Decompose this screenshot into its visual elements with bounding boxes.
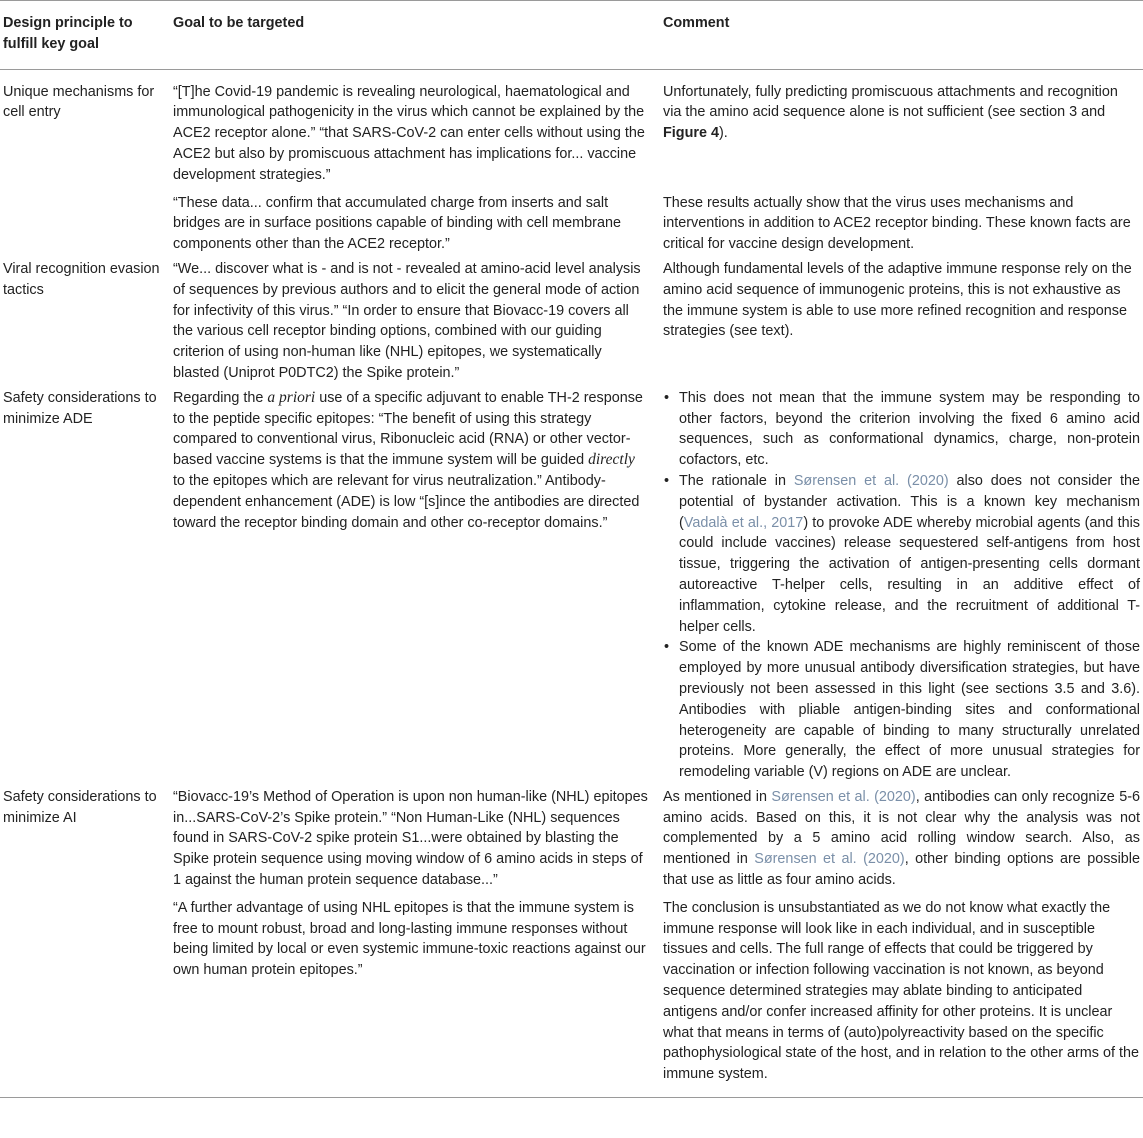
table-row (0, 69, 1143, 185)
comment-cell (660, 69, 1143, 185)
goal-text: to the epitopes which are relevant for virus neutralization.” Antibody-dependent enhancement (ADE) is low “[s]ince the antibodies are directed toward the receptor binding domain and other co-receptor domains.” (173, 472, 640, 531)
table-header (0, 1, 1143, 70)
figure-reference: Figure 4 (663, 125, 719, 142)
list-item (663, 637, 1140, 783)
bullet-text: Some of the known ADE mechanisms are highly reminiscent of those employed by more unusual antibody diversification strategies, but have previously not been assessed in this light (see sections 3.5 and 3.6). Antibodies with pliable antigen-binding sites and conformational heterogeneity are capable of binding to many structurally unrelated proteins. More generally, the effect of more unusual strategies for remodeling variable (V) regions on ADE are unclear. (679, 639, 1140, 781)
goal-cell: “Biovacc-19’s Method of Operation is upon non human-like (NHL) epitopes in...SARS-CoV-2’s Spike protein.” “Non Human-Like (NHL) sequences found in SARS-CoV-2 spike protein S1...were obtained by blasting the Spike protein sequence using moving window of 6 amino acids in steps of 1 against the human protein sequence database...” (173, 788, 648, 889)
goal-cell: “[T]he Covid-19 pandemic is revealing neurological, haematological and immunological pathogenicity in the virus which cannot be explained by the ACE2 receptor alone.” “that SARS-CoV-2 can enter cells without using the ACE2 but also by promiscuous attachment has implications for... vaccine development strategies.” (173, 83, 645, 183)
table-row (0, 787, 1143, 891)
bullet-icon: • (664, 639, 670, 656)
bullet-text: The rationale in (679, 472, 794, 489)
citation-link[interactable]: Vadalà et al., 2017 (683, 514, 804, 531)
comment-text: , antibodies can only recognize 5-6 amino acids. Based on this, it is not clear why the analysis was not complemented by a 5 amino acid rolling window search. Also, as mentioned in (663, 788, 1140, 868)
bullet-icon: • (664, 472, 670, 489)
citation-link[interactable]: Sørensen et al. (2020) (754, 851, 905, 868)
comment-cell: These results actually show that the virus uses mechanisms and interventions in addition to ACE2 receptor binding. These known facts are critical for vaccine design development. (663, 194, 1131, 253)
bullet-text: ) to provoke ADE whereby microbial agents (and this could include vaccines) release sequestered self-antigens from host tissue, triggering the activation of antigen-presenting cells dormant autoreactive T-helper cells, resulting in an additive effect of inflammation, cytokine release, and the recruitment of additional T-helper cells. (679, 514, 1140, 635)
comment-text: Unfortunately, fully predicting promiscuous attachments and recognition via the amino acid sequence alone is not sufficient (see section 3 and (663, 83, 1118, 121)
goal-cell: “We... discover what is - and is not - revealed at amino-acid level analysis of sequences by previous authors and to elicit the general mode of action for infectivity of this virus.” “In order to ensure that Biovacc-19 covers all the various cell receptor binding options, combined with our guiding criterion of using non-human like (NHL) epitopes, we systematically blasted (Uniprot P0DTC2) the Spike protein.” (173, 260, 641, 381)
principle-cell: Safety considerations to minimize AI (3, 788, 157, 826)
citation-link[interactable]: Sørensen et al. (2020) (771, 788, 916, 805)
principle-cell: Viral recognition evasion tactics (3, 260, 160, 298)
comment-text: ). (718, 125, 728, 142)
bullet-text: This does not mean that the immune system may be responding to other factors, beyond the criterion involving the fixed 6 amino acid sequences, such as conformational dynamics, charge, non-protein cofactors, etc. (679, 389, 1140, 469)
comment-cell: Although fundamental levels of the adaptive immune response rely on the amino acid sequence of immunogenic proteins, this is not exhaustive as the immune system is able to use more refined recognition and response strategies (see text). (663, 260, 1132, 340)
comment-text: , other binding options are possible that use as little as four amino acids. (663, 851, 1141, 889)
comment-text: As mentioned in (663, 788, 772, 805)
bullet-text: also does not consider the potential of bystander activation. This is a known key mechanism ( (679, 472, 1141, 531)
header-comment: Comment (663, 15, 730, 31)
header-goal: Goal to be targeted (173, 15, 305, 31)
header-row (0, 1, 1143, 70)
table-row (0, 186, 1143, 259)
table-body (0, 69, 1143, 1097)
table-row (0, 259, 1143, 388)
goal-cell: “A further advantage of using NHL epitopes is that the immune system is free to mount robust, broad and long-lasting immune responses without being limited by local or even systemic immune-toxic reactions against our own human protein epitopes.” (173, 899, 646, 979)
goal-text: Regarding the (173, 389, 268, 406)
table-row (0, 388, 1143, 787)
list-item (663, 388, 1140, 471)
principle-cell: Unique mechanisms for cell entry (3, 83, 155, 121)
table-row (0, 891, 1143, 1098)
italic-term: a priori (267, 388, 316, 406)
goal-cell: “These data... confirm that accumulated charge from inserts and salt bridges are in surface positions capable of binding with cell membrane components other than the ACE2 receptor.” (173, 194, 621, 253)
comment-cell (660, 787, 1143, 891)
citation-link[interactable]: Sørensen et al. (2020) (793, 472, 949, 489)
comment-bullet-list (663, 388, 1140, 783)
header-design-principle: Design principle to fulfill key goal (3, 15, 133, 52)
list-item (663, 471, 1140, 637)
bullet-icon: • (664, 389, 670, 406)
comment-cell (660, 388, 1143, 787)
goal-text: use of a specific adjuvant to enable TH-2 response to the peptide specific epitopes: “The benefit of using this strategy compared to conventional virus, Ribonucleic acid (RNA) or other vector-based vaccine systems is that the immune system will be guided (173, 389, 643, 469)
goal-cell (170, 388, 660, 787)
principle-cell: Safety considerations to minimize ADE (3, 389, 157, 427)
comment-cell: The conclusion is unsubstantiated as we do not know what exactly the immune response will look like in each individual, and in susceptible tissues and cells. The full range of effects that could be triggered by vaccination or infection following vaccination is not known, as beyond sequence determined strategies may ablate binding to anticipated antigens and/or confer increased affinity for other proteins. It is unclear what that means in terms of (auto)polyreactivity based on the specific pathophysiological state of the host, and in relation to the other arms of the immune system. (663, 899, 1139, 1083)
italic-term: directly (588, 451, 635, 469)
